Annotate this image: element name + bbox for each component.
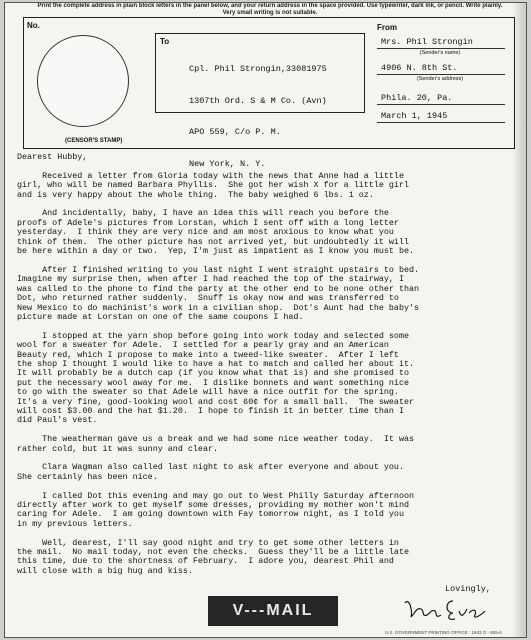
letter-line: wool for a sweater for Adele. I settled for a pearly gray and an American — [17, 340, 389, 351]
recipient-line: Cpl. Phil Strongin,33081975 — [189, 64, 327, 74]
letter-line: I called Dot this evening and may go out to West Philly Saturday afternoon — [17, 490, 415, 501]
date-rule — [377, 122, 505, 123]
handwritten-signature — [401, 593, 491, 627]
letter-line: Dot, who returned rather suddenly. Snuff is okay now and was transferred to — [17, 293, 399, 304]
sender-address-rule — [377, 74, 505, 75]
censor-stamp-circle — [37, 35, 129, 127]
salutation: Dearest Hubby, — [17, 152, 88, 162]
letter-line: this time, due to the shortness of February. I adore you, dearest Phil and — [17, 556, 394, 567]
closing: Lovingly, — [445, 584, 491, 594]
recipient-line: 1307th Ord. S & M Co. (Avn) — [189, 95, 327, 106]
letter-line: yesterday. I think they are very nice and am most anxious to know what you — [17, 227, 394, 238]
letter-line: rather cold, but it was sunny and clear. — [17, 443, 219, 454]
to-label: To — [160, 37, 170, 46]
letter-date: March 1, 1945 — [381, 111, 448, 121]
letter-line: Beauty red, which I propose to make into a tweed-like sweater. After I left — [17, 349, 399, 360]
sender-name: Mrs. Phil Strongin — [381, 37, 473, 47]
sender-address-caption: (Sender's address) — [416, 76, 464, 82]
vmail-sheet — [4, 2, 527, 638]
letter-line: the mail. No mail today, not even the checks. Guess they'll be a little late — [17, 547, 410, 558]
sender-address: 4906 N. 8th St. — [381, 63, 458, 73]
letter-line: be here within a day or two. Yep, I'm just as impatient as I know you must be. — [17, 246, 415, 257]
letter-line: in my previous letters. — [17, 518, 133, 529]
vmail-banner: V---MAIL — [208, 596, 338, 626]
sender-name-caption: (Sender's name) — [419, 50, 461, 56]
number-label: No. — [27, 21, 40, 30]
letter-line: And incidentally, baby, I have an idea this will reach you before the — [17, 208, 389, 219]
letter-line: will cost $3.00 and the hat $1.20. I hope to finish it in better time than I — [17, 405, 404, 416]
letter-line: was called to the phone to find the party at the other end to be none other than — [17, 283, 420, 294]
letter-line: girl, who will be named Barbara Phyllis. She got her wish X for a little girl — [17, 180, 410, 191]
letter-line: caring for Adele. I am going downtown with Fay tomorrow night, as I told you — [17, 509, 404, 520]
letter-line: I stopped at the yarn shop before going into work today and selected some — [17, 330, 410, 341]
letter-line: It's a very fine, good-looking wool and cost 60¢ for a small ball. The sweater — [17, 396, 415, 407]
letter-line: It will probably be a dutch cap (if you know what that is) and she promised to — [17, 368, 410, 379]
letter-line: The weatherman gave us a break and we had some nice weather today. It was — [17, 434, 415, 445]
printing-office-imprint: U.S. GOVERNMENT PRINTING OFFICE : 1943 O - 555-6 — [385, 630, 502, 635]
letter-line: proofs of Adele's pictures from Lorstan, which I sent off with a long letter — [17, 217, 399, 228]
recipient-line: New York, N. Y. — [189, 158, 266, 169]
letter-line: Imagine my surprise then, when after I had reached the top of the stairway, I — [17, 274, 404, 285]
sender-name-rule — [377, 48, 505, 49]
letter-line: New Mexico to do machinist's work in a civilian shop. Dot's Aunt had the baby's — [17, 302, 420, 313]
letter-line: After I finished writing to you last night I went straight upstairs to bed. — [17, 264, 420, 275]
letter-line: and is very happy about the whole thing. The baby weighed 6 lbs. 1 oz. — [17, 189, 374, 200]
letter-line: to go with the sweater so that Adele will have a nice outfit for the spring. — [17, 387, 399, 398]
from-label: From — [377, 23, 397, 32]
letter-line: put the necessary wool away for me. I dislike bonnets and want something nice — [17, 377, 410, 388]
letter-line: will close with a big hug and kiss. — [17, 565, 193, 576]
sender-city: Phila. 20, Pa. — [381, 93, 453, 103]
letter-line: Clara Wagman also called last night to ask after everyone and about you. — [17, 462, 404, 473]
page-edge-shadow — [512, 3, 526, 637]
letter-line: directly after work to get myself some dresses, providing my mother won't mind — [17, 500, 410, 511]
recipient-line: APO 559, C/o P. M. — [189, 127, 281, 137]
censor-stamp-label: (CENSOR'S STAMP) — [65, 138, 123, 144]
letter-line: the shop I thought I would like to have a hat to match and called her about it. — [17, 358, 415, 369]
letter-line: think of them. The other picture has not arrived yet, but undoubtedly it will — [17, 236, 410, 247]
letter-line: She certainly has been nice. — [17, 471, 158, 482]
letter-body — [17, 153, 522, 576]
letter-line: Received a letter from Gloria today with the news that Anne had a little — [17, 170, 404, 181]
letter-line: Well, dearest, I'll say good night and try to get some other letters in — [17, 537, 399, 548]
sender-city-rule — [377, 104, 505, 105]
print-instructions: Print the complete address in plain block letters in the panel below, and your return address in the space provided. Use typewriter, dark ink, or pencil. Write plainly. Very small writing is not suitable. — [37, 3, 503, 16]
letter-line: did Paul's vest. — [17, 415, 98, 426]
letter-line: picture made at Lorstan on one of the same coupons I had. — [17, 311, 304, 322]
